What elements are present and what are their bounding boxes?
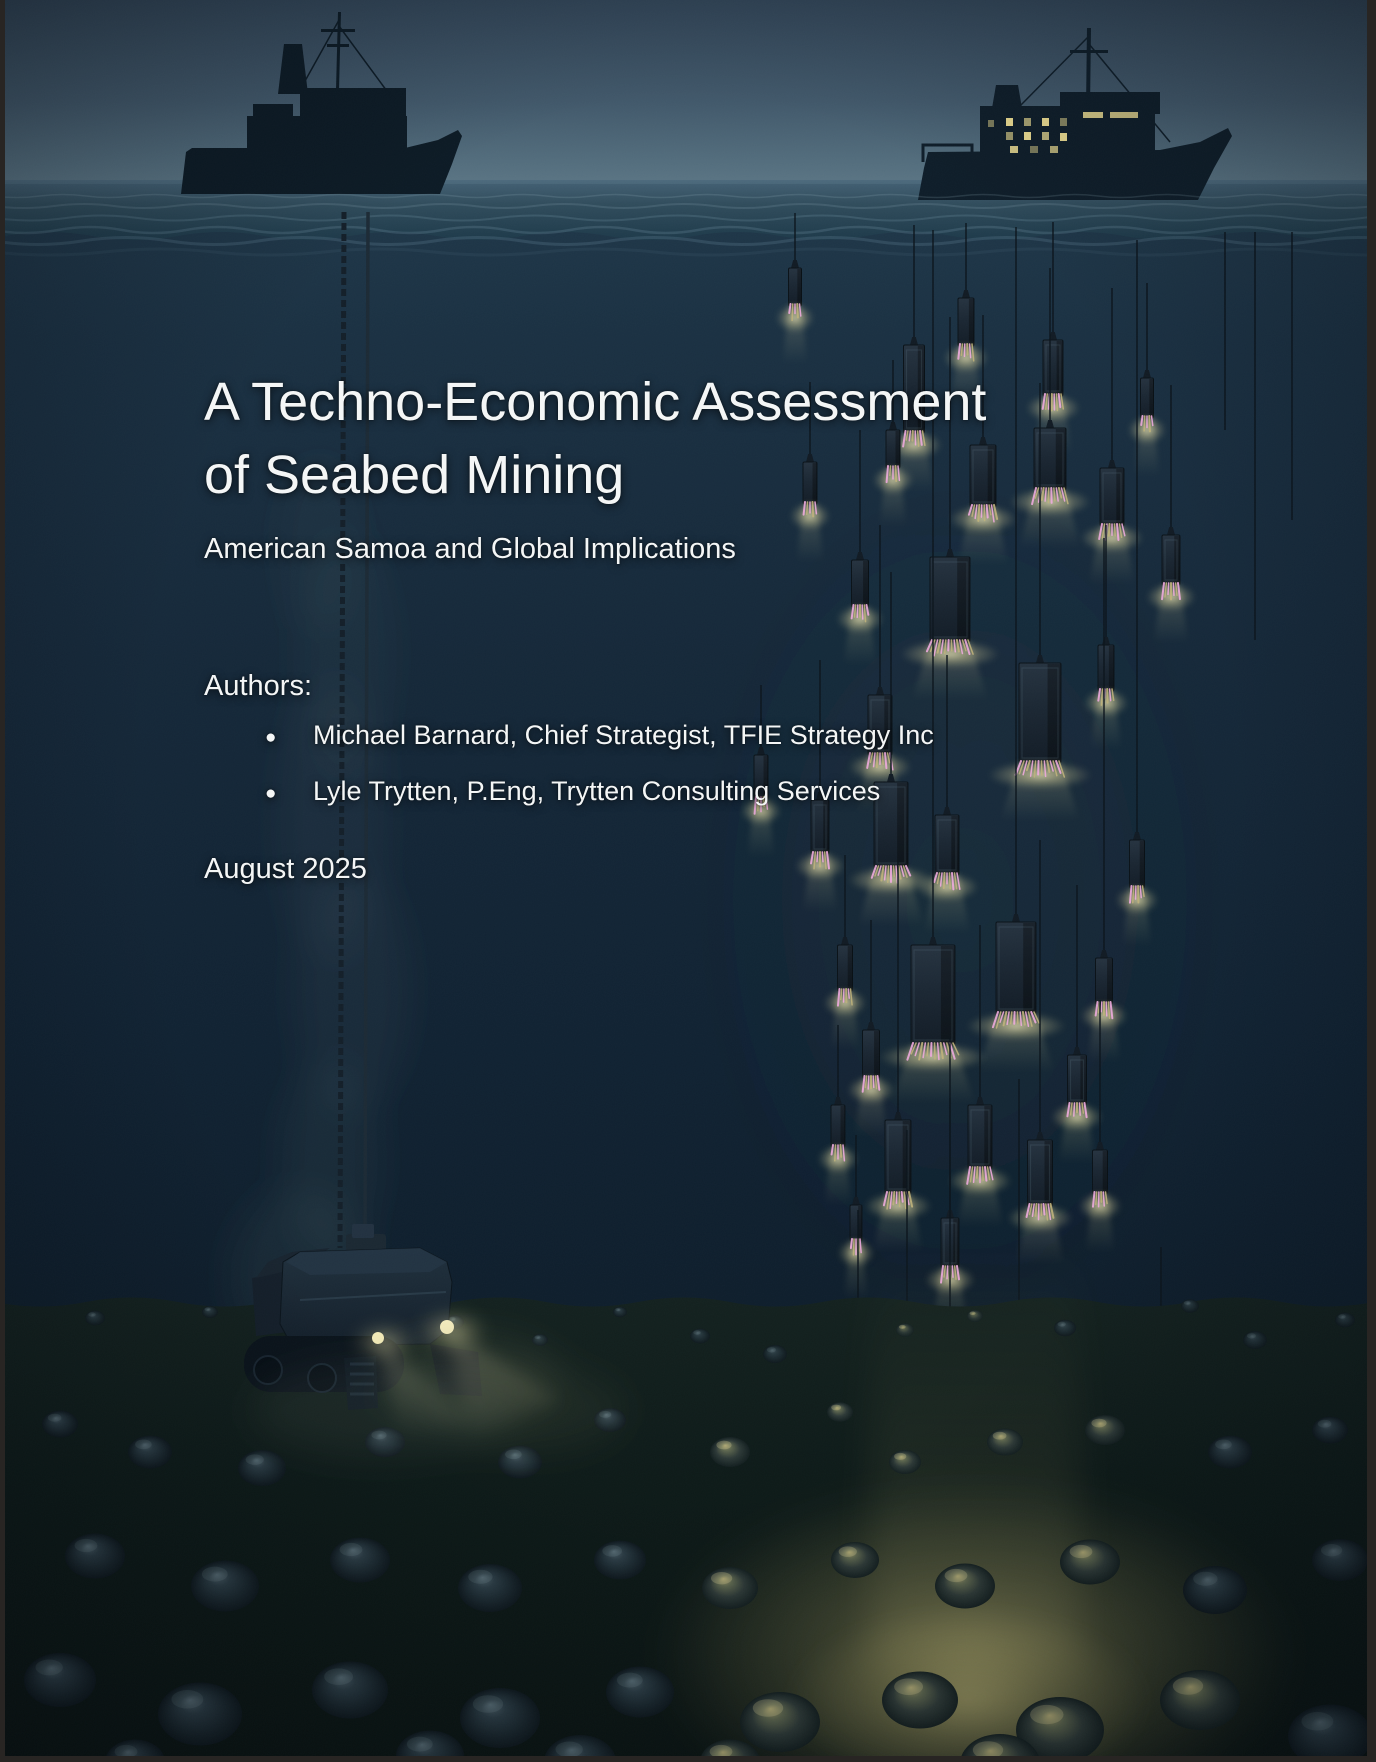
author-name: Michael Barnard, Chief Strategist, TFIE Strategy Inc xyxy=(313,720,934,750)
title-line-2: of Seabed Mining xyxy=(204,445,625,505)
film-grain xyxy=(5,0,1367,1756)
report-cover xyxy=(5,0,1367,1756)
bullet-icon: ● xyxy=(265,783,277,804)
authors-label: Authors: xyxy=(204,670,312,702)
author-name: Lyle Trytten, P.Eng, Trytten Consulting Services xyxy=(313,776,881,806)
page-subtitle: American Samoa and Global Implications xyxy=(204,533,736,565)
publication-date: August 2025 xyxy=(204,853,367,885)
title-line-1: A Techno-Economic Assessment xyxy=(204,372,987,432)
bullet-icon: ● xyxy=(265,727,277,748)
cover-illustration xyxy=(5,0,1367,1756)
